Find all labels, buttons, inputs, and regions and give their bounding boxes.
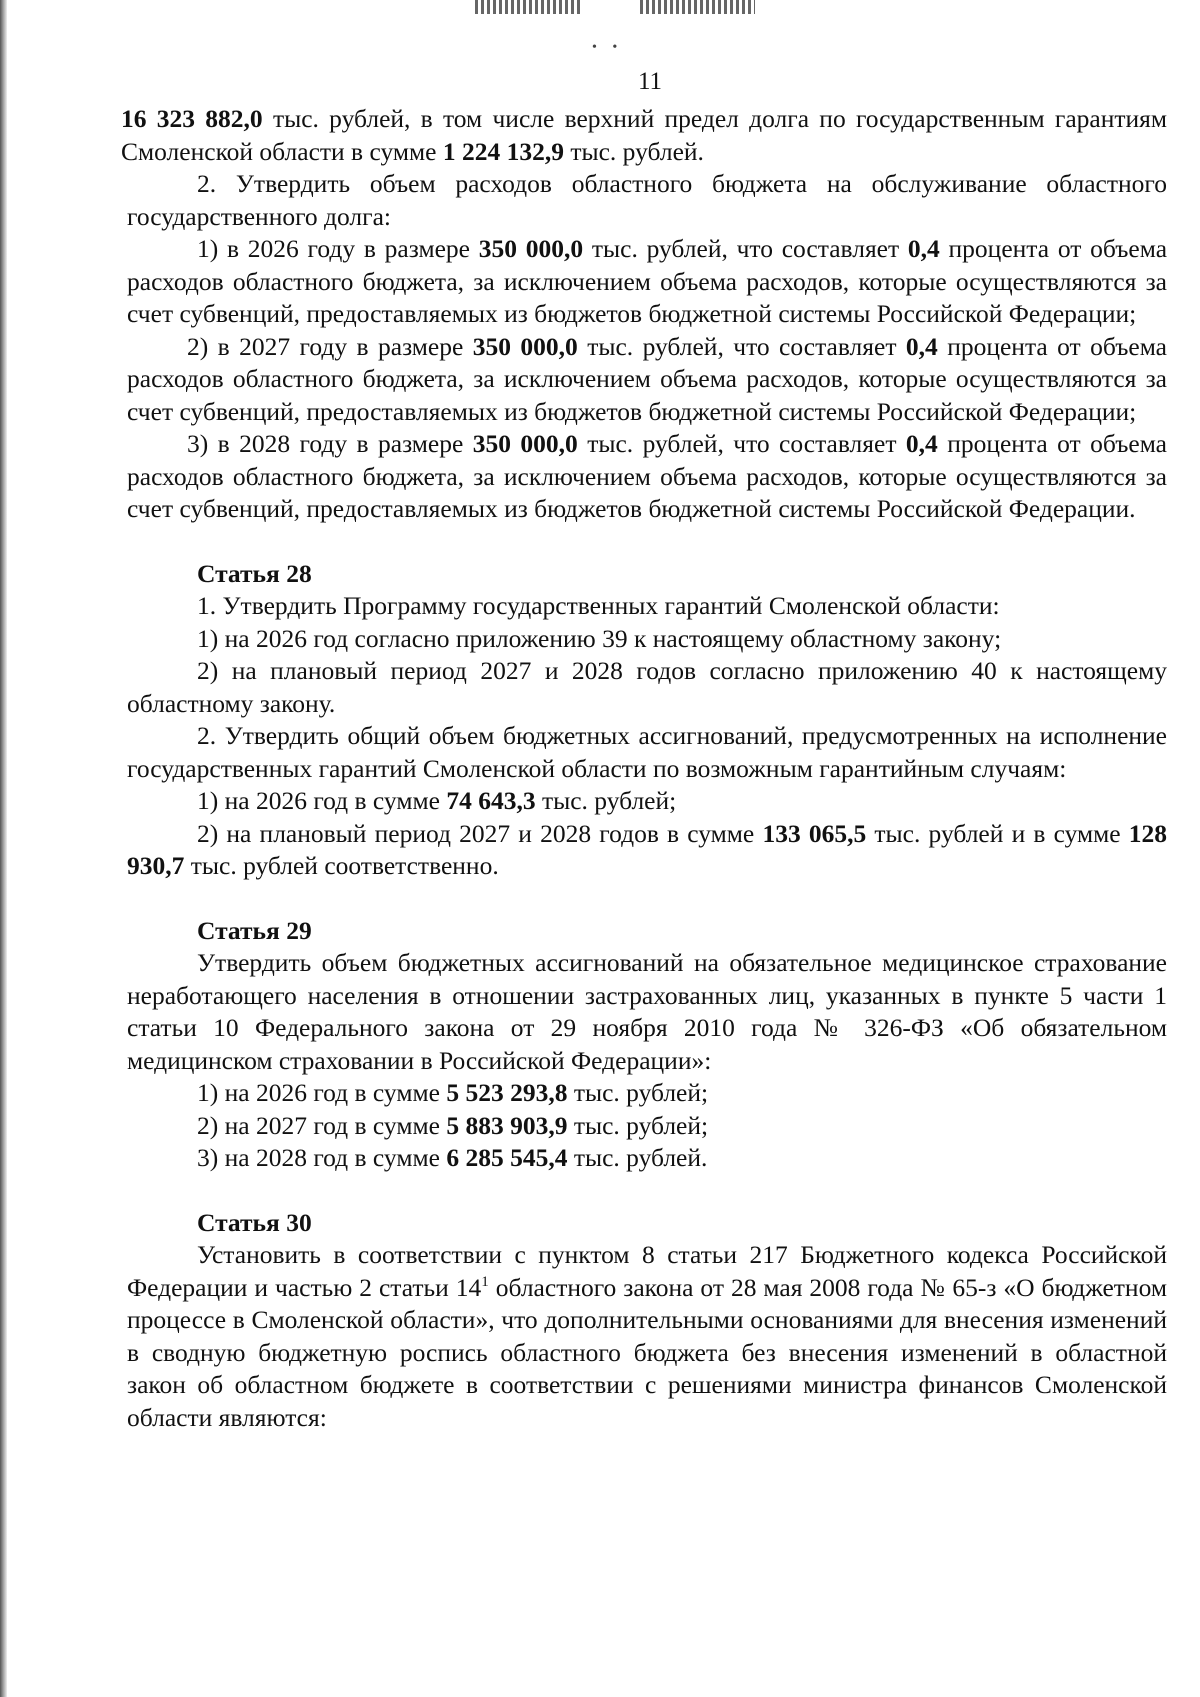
paragraph-debt-limit: 16 323 882,0 тыс. рублей, в том числе верхний предел долга по государственным гарантиям Смоленской области в сумме 1 224 132,9 тыс. рублей. xyxy=(121,104,1168,166)
article-29-text: Утвердить объем бюджетных ассигнований на обязательное медицинское страхование неработающего населения в отношении застрахованных лиц, указанных в пункте 5 части 1 статьи 10 Федерального закона от 29 ноября 2010 года № 326-ФЗ «Об обязательном медицинском страховании в Российской Федерации»: xyxy=(127,948,1167,1075)
scan-artifact-left xyxy=(475,0,580,14)
article-28-item-2-2: 2) на плановый период 2027 и 2028 годов в сумме 133 065,5 тыс. рублей и в сумме 128 930,7 тыс. рублей соответственно. xyxy=(127,818,1167,880)
paragraph-2028: 3) в 2028 году в размере 350 000,0 тыс. рублей, что составляет 0,4 процента от объема расходов областного бюджета, за исключением объема расходов, которые осуществляются за счет субвенций, предоставляемых из бюджетов бюджетной системы Российской Федерации. xyxy=(127,429,1167,523)
article-30-title: Статья 30 xyxy=(197,1207,312,1237)
article-28-title: Статья 28 xyxy=(197,558,312,588)
scan-edge-shadow xyxy=(0,0,7,1697)
article-29-item-1: 1) на 2026 год в сумме 5 523 293,8 тыс. рублей; xyxy=(197,1078,709,1107)
page-number: 11 xyxy=(637,68,663,95)
scan-artifact-right xyxy=(640,0,755,14)
paragraph-debt-service: 2. Утвердить объем расходов областного бюджета на обслуживание областного государственного долга: xyxy=(127,169,1167,231)
paragraph-2026: 1) в 2026 году в размере 350 000,0 тыс. рублей, что составляет 0,4 процента от объема расходов областного бюджета, за исключением объема расходов, которые осуществляются за счет субвенций, предоставляемых из бюджетов бюджетной системы Российской Федерации; xyxy=(127,234,1168,328)
scan-dots: • • xyxy=(592,40,624,55)
article-28-item-1-1: 1) на 2026 год согласно приложению 39 к настоящему областному закону; xyxy=(197,623,1002,653)
paragraph-2027: 2) в 2027 году в размере 350 000,0 тыс. рублей, что составляет 0,4 процента от объема расходов областного бюджета, за исключением объема расходов, которые осуществляются за счет субвенций, предоставляемых из бюджетов бюджетной системы Российской Федерации; xyxy=(127,331,1167,426)
article-29-title: Статья 29 xyxy=(197,915,312,945)
article-28-item-1: 1. Утвердить Программу государственных гарантий Смоленской области: xyxy=(197,591,1000,620)
article-30-text: Установить в соответствии с пунктом 8 статьи 217 Бюджетного кодекса Российской Федерации и частью 2 статьи $14^1$ областного закона от 28 мая 2008 года № 65-з «О бюджетном процессе в Смоленской области», что дополнительными основаниями для внесения изменений в сводную бюджетную роспись областного бюджета без внесения изменений в областной закон об областном бюджете в соответствии с решениями министра финансов Смоленской области являются: xyxy=(127,1240,1167,1432)
document-body xyxy=(121,103,1168,1434)
article-28-item-2: 2. Утвердить общий объем бюджетных ассигнований, предусмотренных на исполнение государственных гарантий Смоленской области по возможным гарантийным случаям: xyxy=(127,721,1167,783)
article-29-item-3: 3) на 2028 год в сумме 6 285 545,4 тыс. рублей. xyxy=(197,1143,708,1172)
article-29-item-2: 2) на 2027 год в сумме 5 883 903,9 тыс. рублей; xyxy=(197,1110,709,1140)
article-28-item-1-2: 2) на плановый период 2027 и 2028 годов согласно приложению 40 к настоящему областному закону. xyxy=(127,656,1167,718)
article-28-item-2-1: 1) на 2026 год в сумме 74 643,3 тыс. рублей; xyxy=(197,786,677,815)
